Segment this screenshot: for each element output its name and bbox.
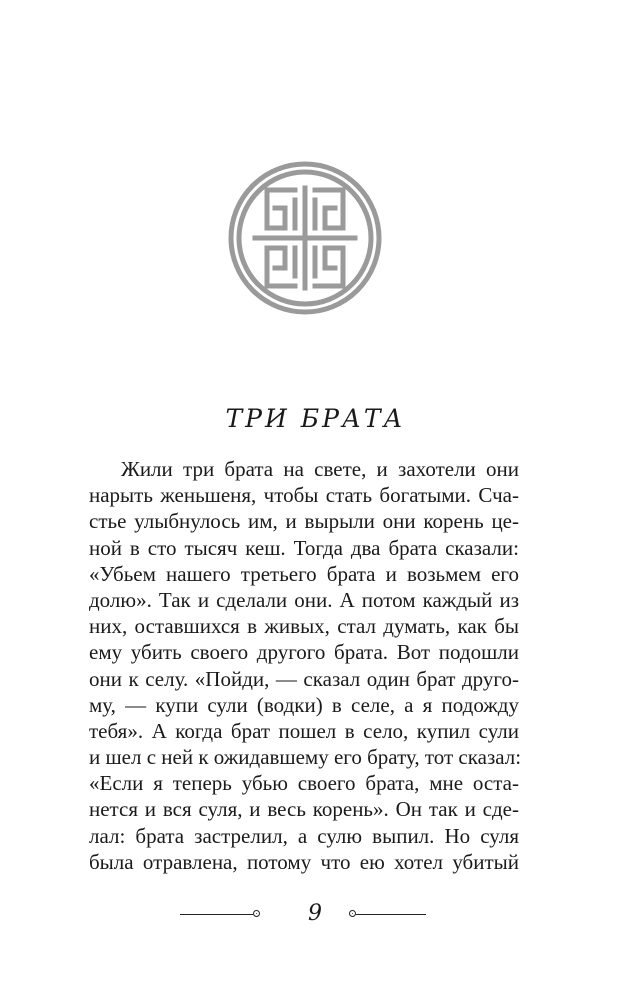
text-line: и шел с ней к ожидавшему его брату, тот сказал: [89,745,522,770]
text-line: му, — купи сули (водки) в селе, а я подожду [89,692,519,717]
text-line: ной в сто тысяч кеш. Тогда два брата сказали: [89,535,519,560]
chapter-title: ТРИ БРАТА [225,404,406,433]
text-line: тебя». А когда брат пошел в село, купил сули [89,718,519,743]
text-line: была отравлена, потому что ею хотел убитый [89,849,519,874]
ornament-graphic [227,160,383,316]
text-line: стье улыбнулось им, и вырыли они корень це- [89,509,519,534]
footer-ring-icon [253,910,260,917]
text-line: ему убить своего другого брата. Вот подошли [89,640,519,665]
text-line: они к селу. «Пойди, — сказал один брат друго- [89,666,519,691]
text-line: Жили три брата на свете, и захотели они [121,457,519,481]
text-line: них, оставшихся в живых, стал думать, как бы [89,614,519,639]
text-line: нарыть женьшеня, чтобы стать богатыми. Сча- [89,483,519,508]
footer-rule-left [180,914,253,915]
page-footer [0,900,631,930]
footer-rule-right [356,914,426,915]
text-line: лал: брата застрелил, а сулю выпил. Но суля [89,823,519,848]
text-line: «Если я теперь убью своего брата, мне оста- [89,771,519,796]
text-line: «Убьем нашего третьего брата и возьмем его [89,561,519,586]
footer-ring-icon [349,910,356,917]
text-line: нется и вся суля, и весь корень». Он так и сде- [89,797,519,822]
text-line: долю». Так и сделали они. А потом каждый из [89,587,519,612]
page-number: 9 [308,901,322,926]
story-text [89,456,522,875]
shou-symbol-ornament-icon [227,160,383,316]
